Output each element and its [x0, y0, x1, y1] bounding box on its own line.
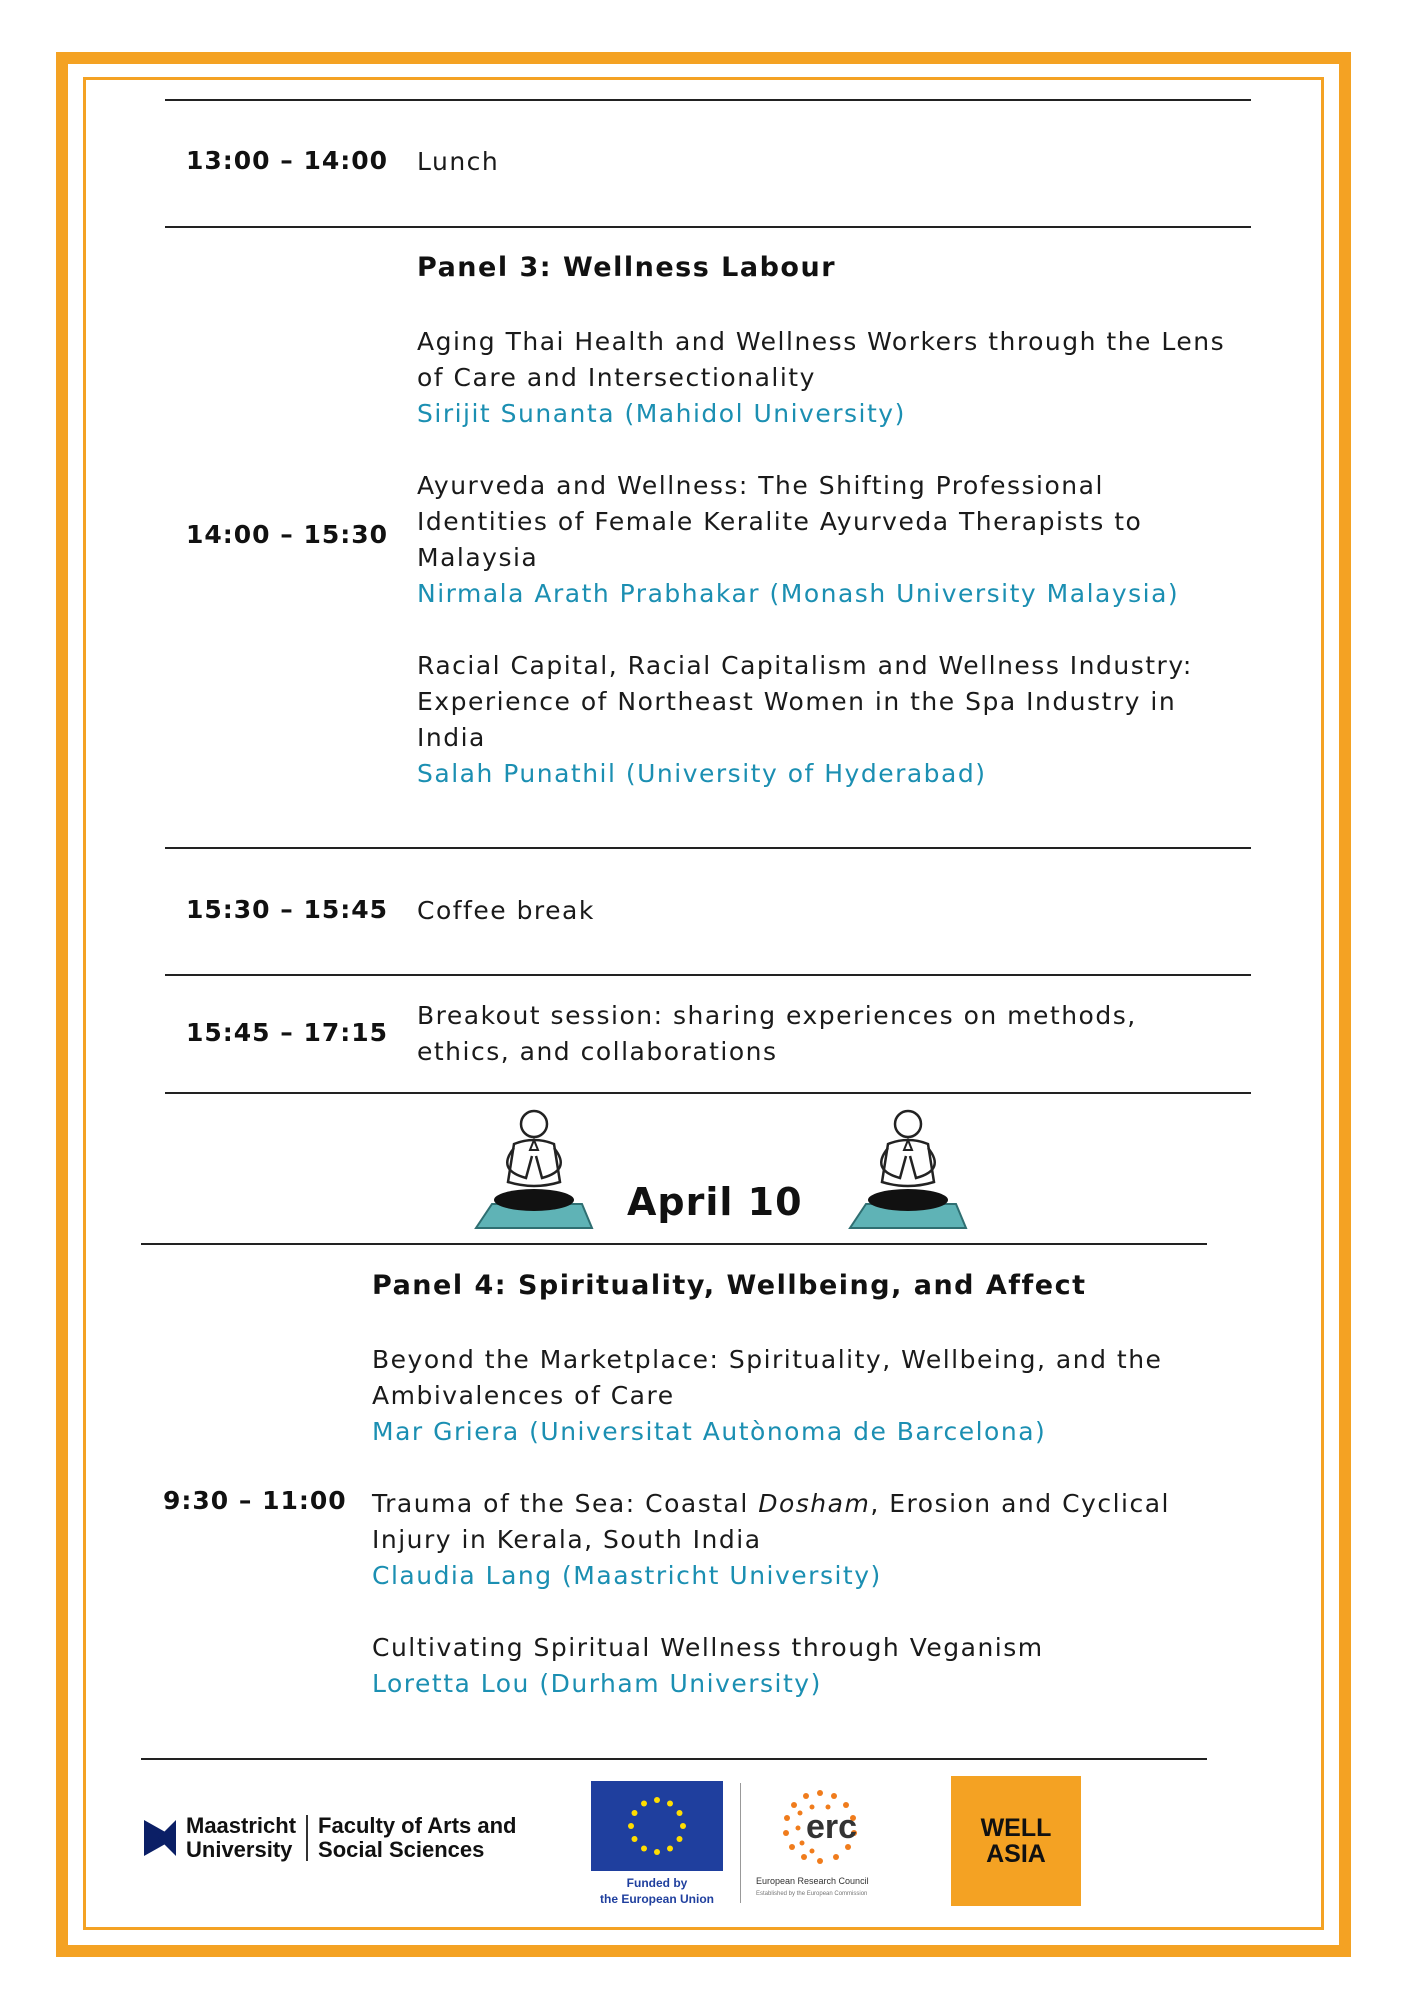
breakout-time: 15:45 – 17:15: [186, 1018, 389, 1047]
panel-3-talks: [417, 324, 1237, 828]
faculty-line2: Social Sciences: [318, 1837, 485, 1862]
divider: [165, 847, 1251, 849]
erc-logo-text: erc: [806, 1808, 858, 1846]
talk: [372, 1486, 1202, 1594]
divider: [165, 974, 1251, 976]
eu-flag-icon: [591, 1781, 723, 1871]
divider: [165, 226, 1251, 228]
divider: [141, 1243, 1207, 1245]
breakout-label: Breakout session: sharing experiences on methods, ethics, and collaborations: [417, 1001, 1137, 1066]
panel-4-title: Panel 4: Spirituality, Wellbeing, and Affect: [372, 1270, 1087, 1301]
talk-title: Racial Capital, Racial Capitalism and Wellness Industry: Experience of Northeast Women in the Spa Industry in India: [417, 651, 1193, 752]
talk-speaker: Salah Punathil (University of Hyderabad): [417, 759, 987, 788]
faculty-line1: Faculty of Arts and: [318, 1813, 517, 1838]
erc-caption: European Research Council Established by the European Commission: [756, 1876, 869, 1897]
talk-title: Aging Thai Health and Wellness Workers through the Lens of Care and Intersectionality: [417, 327, 1226, 392]
talk: [417, 648, 1237, 792]
divider: [165, 1092, 1251, 1094]
talk: [417, 468, 1237, 612]
talk-title: Trauma of the Sea: Coastal Dosham, Erosion and Cyclical Injury in Kerala, South India: [372, 1489, 1170, 1554]
well-asia-logo: WELL ASIA: [951, 1776, 1081, 1906]
talk-speaker: Mar Griera (Universitat Autònoma de Barcelona): [372, 1417, 1047, 1446]
maastricht-line2: University: [186, 1837, 293, 1862]
meditator-right-icon: [848, 1104, 968, 1232]
divider: [141, 1758, 1207, 1760]
coffee-time: 15:30 – 15:45: [186, 895, 389, 924]
talk-speaker: Nirmala Arath Prabhakar (Monash University Malaysia): [417, 579, 1180, 608]
talk-title: Beyond the Marketplace: Spirituality, Wellbeing, and the Ambivalences of Care: [372, 1345, 1163, 1410]
panel-3-title: Panel 3: Wellness Labour: [417, 252, 837, 283]
um-shield-icon: [142, 1818, 178, 1858]
panel-3-time: 14:00 – 15:30: [186, 520, 389, 549]
talk-title: Cultivating Spiritual Wellness through Veganism: [372, 1633, 1044, 1662]
maastricht-line1: Maastricht: [186, 1813, 297, 1838]
panel-4-talks: [372, 1342, 1202, 1738]
eu-caption: Funded by the European Union: [600, 1876, 714, 1906]
panel-4-time: 9:30 – 11:00: [163, 1486, 347, 1515]
talk-title: Ayurveda and Wellness: The Shifting Professional Identities of Female Keralite Ayurveda Therapists to Malaysia: [417, 471, 1143, 572]
talk: [417, 324, 1237, 432]
coffee-label: Coffee break: [417, 896, 595, 925]
talk-speaker: Claudia Lang (Maastricht University): [372, 1561, 882, 1590]
talk: [372, 1630, 1202, 1702]
talk-speaker: Loretta Lou (Durham University): [372, 1669, 822, 1698]
talk-speaker: Sirijit Sunanta (Mahidol University): [417, 399, 906, 428]
meditator-left-icon: [474, 1104, 594, 1232]
maastricht-logo: [142, 1814, 516, 1862]
logo-separator: [306, 1815, 308, 1861]
divider: [165, 99, 1251, 101]
lunch-time: 13:00 – 14:00: [186, 146, 389, 175]
talk: [372, 1342, 1202, 1450]
logo-divider: [740, 1783, 741, 1903]
day-heading: April 10: [627, 1180, 803, 1224]
lunch-label: Lunch: [417, 147, 500, 176]
